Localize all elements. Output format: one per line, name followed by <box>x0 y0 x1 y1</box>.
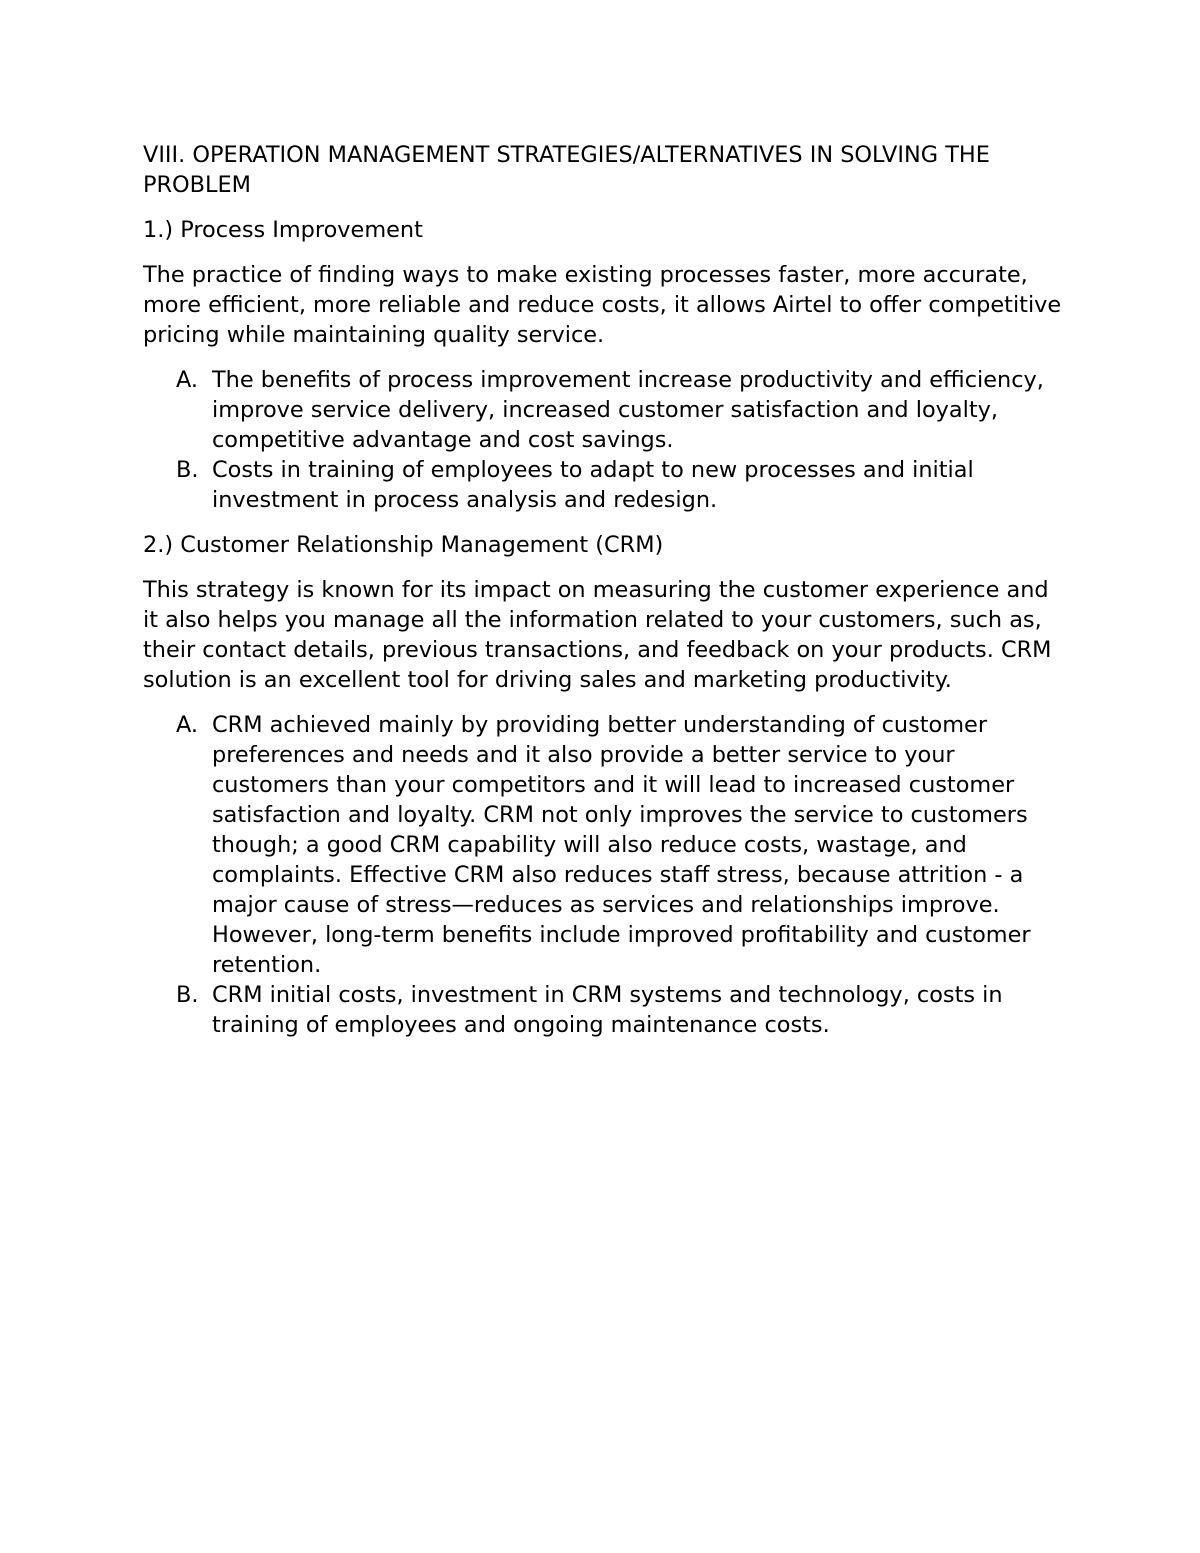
document-page <box>143 140 1063 1055</box>
section-1-heading: 1.) Process Improvement <box>143 217 423 243</box>
list-marker: A. <box>176 367 199 393</box>
section-1-list <box>143 365 1063 515</box>
section-2-heading: 2.) Customer Relationship Management (CRM) <box>143 532 664 558</box>
section-1-paragraph: The practice of finding ways to make existing processes faster, more accurate, more efficient, more reliable and reduce costs, it allows Airtel to offer competitive pricing while maintaining quality service. <box>143 262 1062 348</box>
list-item <box>143 365 1063 455</box>
list-item <box>143 980 1063 1040</box>
list-marker: B. <box>176 982 199 1008</box>
list-item-text: CRM initial costs, investment in CRM systems and technology, costs in training of employees and ongoing maintenance costs. <box>212 982 1003 1038</box>
list-marker: B. <box>176 457 199 483</box>
list-item <box>143 710 1063 980</box>
list-marker: A. <box>176 712 199 738</box>
list-item-text: The benefits of process improvement increase productivity and efficiency, improve service delivery, increased customer satisfaction and loyalty, competitive advantage and cost savings. <box>212 367 1044 453</box>
list-item <box>143 455 1063 515</box>
document-title: VIII. OPERATION MANAGEMENT STRATEGIES/ALTERNATIVES IN SOLVING THE PROBLEM <box>143 142 990 198</box>
section-2-paragraph: This strategy is known for its impact on measuring the customer experience and it also helps you manage all the information related to your customers, such as, their contact details, previous transactions, and feedback on your products. CRM solution is an excellent tool for driving sales and marketing productivity. <box>143 577 1052 693</box>
list-item-text: Costs in training of employees to adapt to new processes and initial investment in process analysis and redesign. <box>212 457 974 513</box>
section-2-list <box>143 710 1063 1040</box>
list-item-text: CRM achieved mainly by providing better understanding of customer preferences and needs and it also provide a better service to your customers than your competitors and it will lead to increased customer satisfaction and loyalty. CRM not only improves the service to customers though; a good CRM capability will also reduce costs, wastage, and complaints. Effective CRM also reduces staff stress, because attrition - a major cause of stress—reduces as services and relationships improve. However, long-term benefits include improved profitability and customer retention. <box>212 712 1031 978</box>
